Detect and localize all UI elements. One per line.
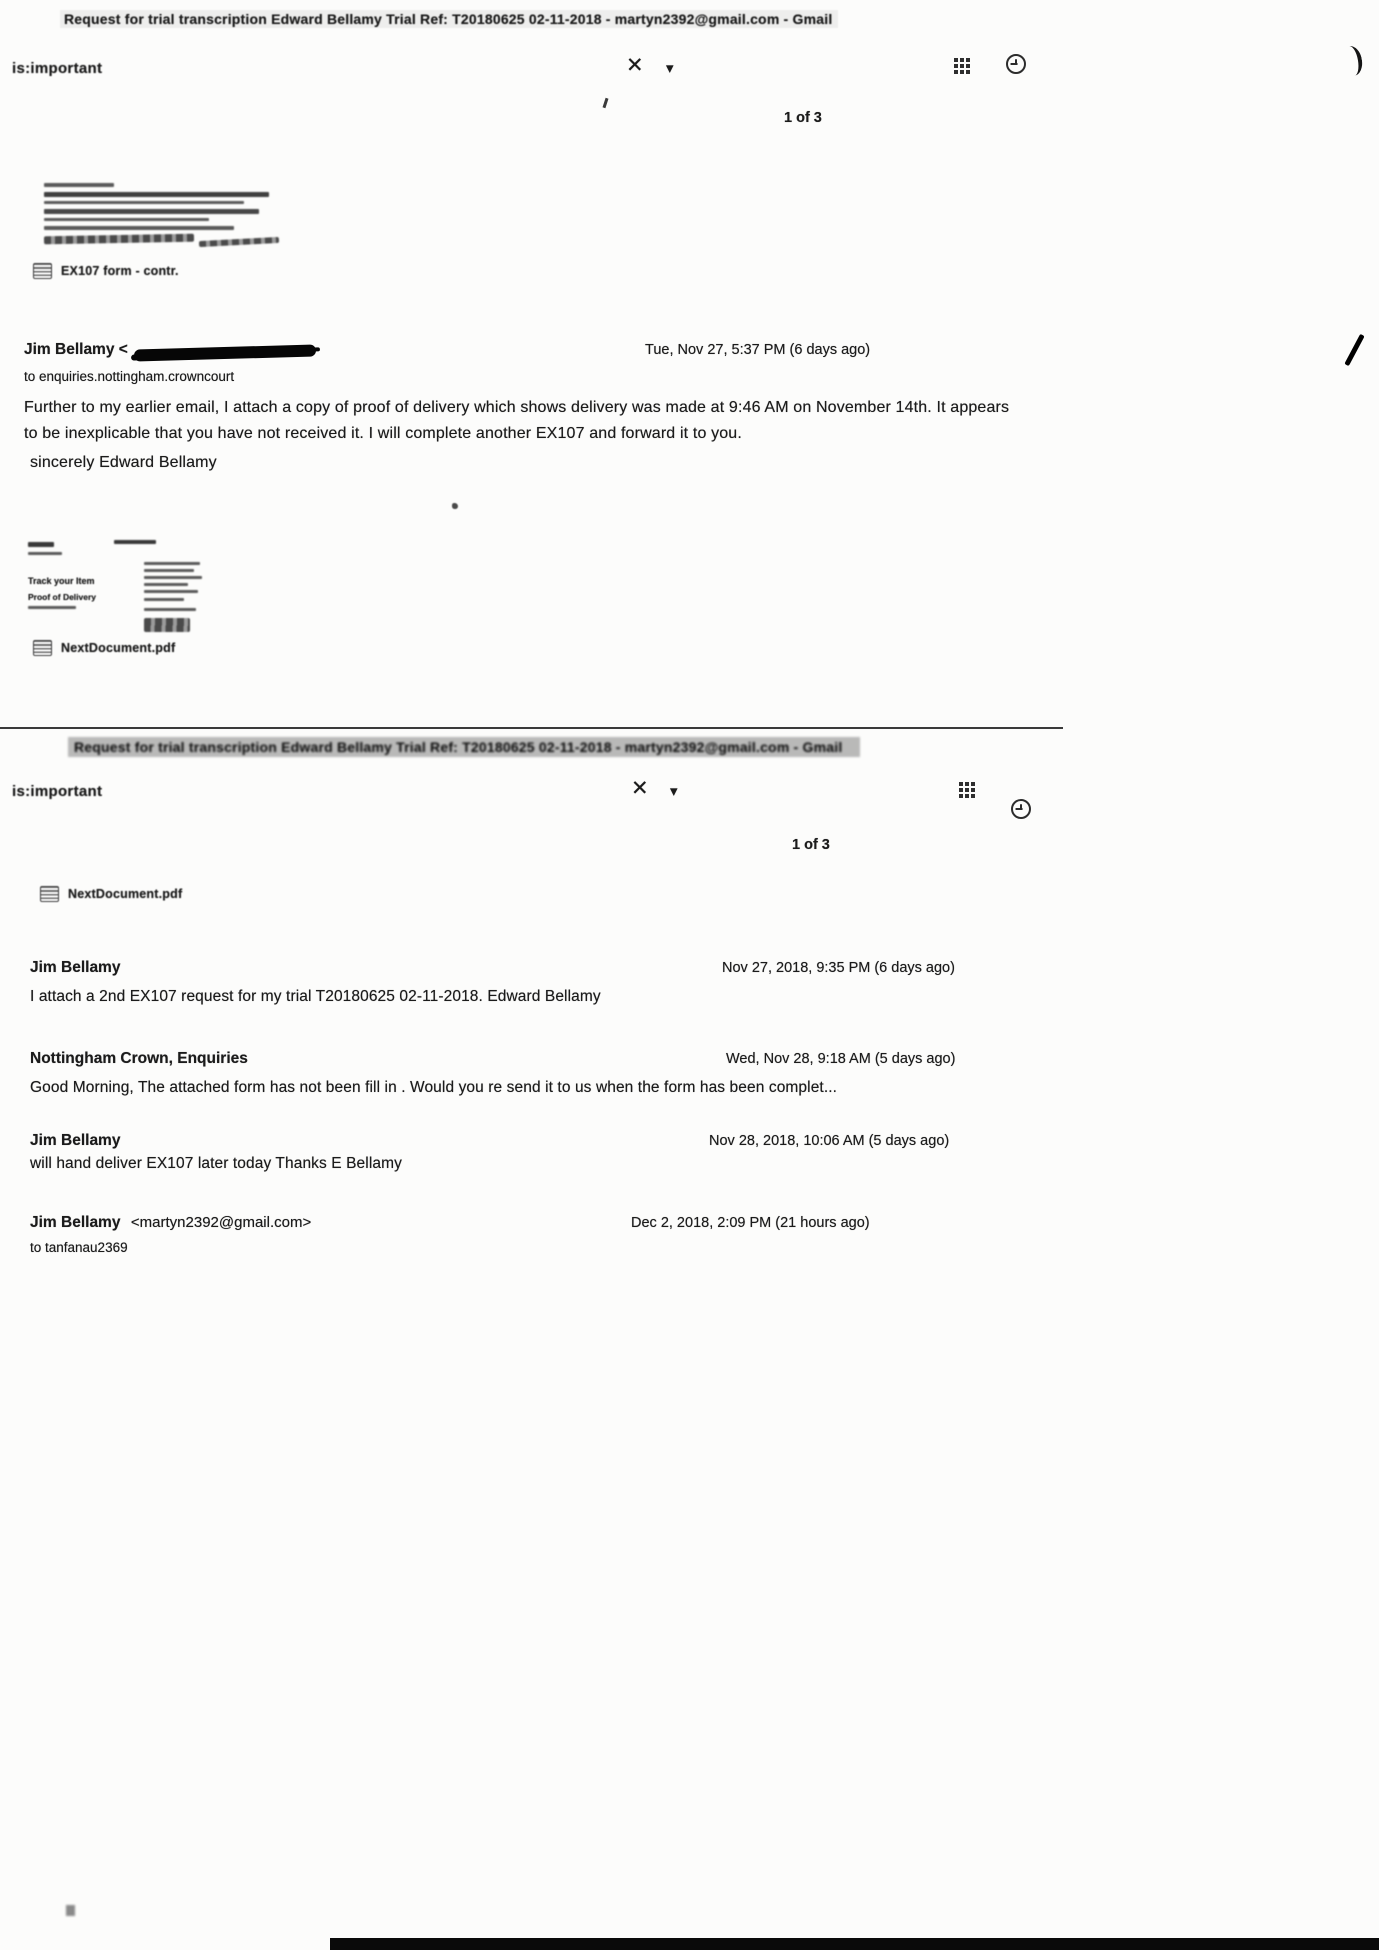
illegible-line <box>144 590 198 593</box>
page1-window-title: Request for trial transcription Edward Bellamy Trial Ref: T20180625 02-11-2018 - martyn2392@gmail.com - Gmail <box>60 10 838 28</box>
scan-artifact <box>603 98 609 108</box>
illegible-line <box>44 218 209 221</box>
thread-sender-email: <martyn2392@gmail.com> <box>130 1214 312 1231</box>
thread-sender: Jim Bellamy <box>30 959 121 976</box>
illegible-line <box>44 201 244 204</box>
thread-sender: Jim Bellamy <box>30 1214 121 1231</box>
thread-snippet: Good Morning, The attached form has not been fill in . Would you re send it to us when the form has been complet... <box>30 1079 838 1096</box>
thread-date: Nov 27, 2018, 9:35 PM (6 days ago) <box>722 960 955 976</box>
illegible-line <box>144 562 200 565</box>
search-query[interactable]: is:important <box>12 783 103 800</box>
attachment-chip-pdf[interactable] <box>33 640 175 656</box>
illegible-line <box>28 606 76 609</box>
document-icon <box>33 640 52 656</box>
thread-recipient: to tanfanau2369 <box>30 1240 128 1255</box>
email-date: Tue, Nov 27, 5:37 PM (6 days ago) <box>645 342 871 358</box>
thread-row[interactable] <box>0 1046 1060 1106</box>
search-query[interactable]: is:important <box>12 60 103 77</box>
thumbnail-subtitle: Proof of Delivery <box>28 592 97 602</box>
thread-sender: Jim Bellamy <box>30 1132 121 1149</box>
thread-date: Dec 2, 2018, 2:09 PM (21 hours ago) <box>631 1215 870 1231</box>
pagination: 1 of 3 <box>792 837 830 853</box>
clock-icon[interactable] <box>1011 799 1031 819</box>
illegible-line <box>44 183 114 187</box>
attachment-label: NextDocument.pdf <box>61 641 176 655</box>
thread-row[interactable] <box>0 1128 1060 1188</box>
email-signature: sincerely Edward Bellamy <box>30 454 217 471</box>
dropdown-caret-icon[interactable]: ▾ <box>666 60 674 77</box>
scan-artifact <box>1344 334 1364 366</box>
illegible-line <box>144 569 194 572</box>
apps-grid-dots <box>954 58 958 62</box>
illegible-line <box>28 552 62 555</box>
attachment-chip-ex107[interactable] <box>33 263 179 279</box>
attachment-label: EX107 form - contr. <box>61 264 179 278</box>
close-icon[interactable]: ✕ <box>626 54 644 77</box>
clock-icon[interactable] <box>1006 54 1026 74</box>
email-body: Further to my earlier email, I attach a copy of proof of delivery which shows delivery was made at 9:46 AM on November 14th. It appears to be inexplicable that you have not received it. I will complete another EX107 and forward it to you. <box>24 399 1010 442</box>
illegible-line <box>144 598 184 601</box>
close-icon[interactable]: ✕ <box>631 777 649 800</box>
illegible-squiggle <box>44 234 194 245</box>
thread-snippet: I attach a 2nd EX107 request for my trial T20180625 02-11-2018. Edward Bellamy <box>30 988 601 1005</box>
sender-name: Jim Bellamy < <box>24 341 128 358</box>
illegible-squiggle <box>144 618 190 632</box>
redaction-scribble <box>134 344 316 361</box>
illegible-line <box>44 226 234 230</box>
thread-row[interactable] <box>0 955 1060 1015</box>
page2-window-title: Request for trial transcription Edward Bellamy Trial Ref: T20180625 02-11-2018 - martyn2392@gmail.com - Gmail <box>68 737 860 757</box>
thread-date: Wed, Nov 28, 9:18 AM (5 days ago) <box>726 1051 956 1067</box>
thread-sender: Nottingham Crown, Enquiries <box>30 1050 248 1067</box>
thread-date: Nov 28, 2018, 10:06 AM (5 days ago) <box>709 1133 950 1149</box>
thread-sender-line <box>30 1214 311 1232</box>
dropdown-caret-icon[interactable]: ▾ <box>670 783 678 800</box>
illegible-line <box>144 608 196 611</box>
scan-artifact <box>66 1905 75 1916</box>
scan-edge-bar <box>330 1938 1379 1950</box>
apps-grid-icon[interactable] <box>958 781 976 799</box>
illegible-text-block <box>44 183 284 253</box>
attachment-label: NextDocument.pdf <box>68 887 183 901</box>
illegible-line <box>144 576 202 579</box>
illegible-line <box>28 542 54 547</box>
thumbnail-title: Track your Item <box>28 576 95 586</box>
thread-snippet: will hand deliver EX107 later today Thanks E Bellamy <box>30 1155 402 1172</box>
illegible-line <box>44 192 269 197</box>
recipient-line: to enquiries.nottingham.crowncourt <box>24 369 235 384</box>
apps-grid-dots <box>959 782 963 786</box>
illegible-line <box>44 209 259 214</box>
scan-artifact <box>1340 44 1365 77</box>
illegible-line <box>114 540 156 544</box>
apps-grid-icon[interactable] <box>953 57 971 75</box>
pagination: 1 of 3 <box>784 110 822 126</box>
page-divider <box>0 727 1063 729</box>
illegible-line <box>144 583 188 586</box>
scan-artifact <box>452 503 458 509</box>
thread-row[interactable] <box>0 1210 1060 1274</box>
attachment-chip-pdf[interactable] <box>40 886 182 902</box>
document-icon <box>40 886 59 902</box>
document-icon <box>33 263 52 279</box>
illegible-squiggle <box>199 237 279 247</box>
proof-of-delivery-thumbnail[interactable] <box>26 538 216 644</box>
